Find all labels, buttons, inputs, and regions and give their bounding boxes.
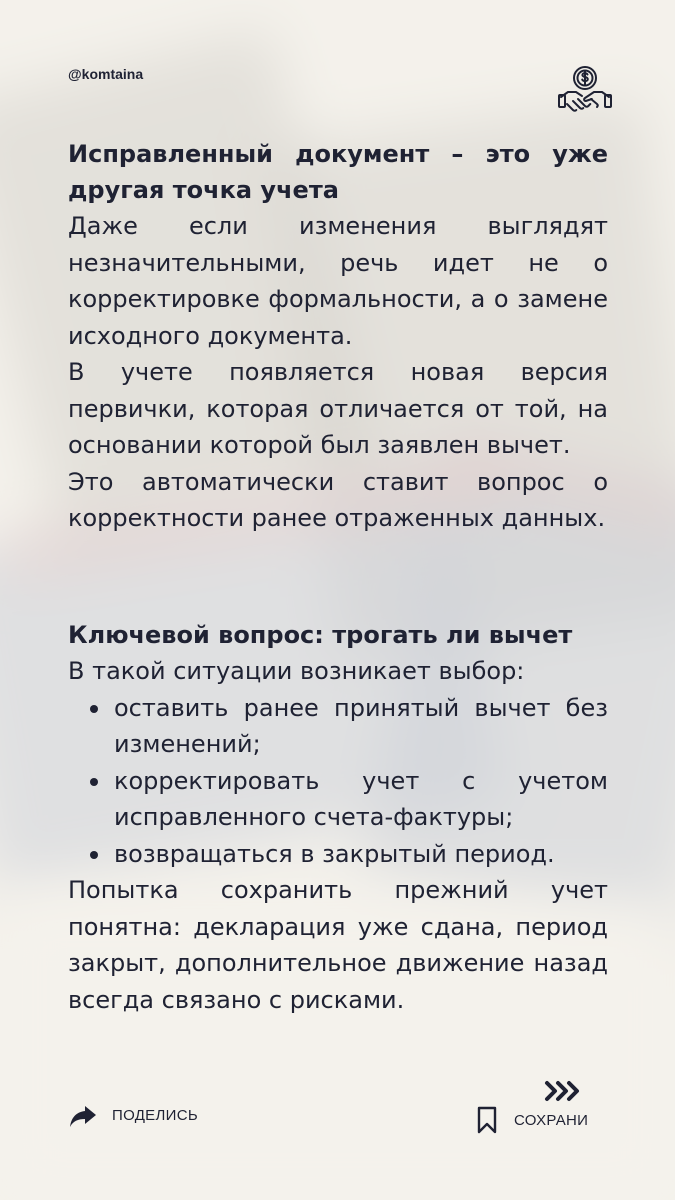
- paragraph: Попытка сохранить прежний учет понятна: декларация уже сдана, период закрыт, дополнительное движение назад всегда связано с рисками.: [68, 876, 608, 1014]
- paragraph: В такой ситуации возникает выбор:: [68, 657, 525, 685]
- section-key-question: [68, 617, 608, 1018]
- save-button[interactable]: [476, 1106, 588, 1134]
- list-item: корректировать учет с учетом исправленного счета-фактуры;: [68, 763, 608, 836]
- triple-chevron-right-icon[interactable]: [544, 1080, 582, 1102]
- section-title: Ключевой вопрос: трогать ли вычет: [68, 621, 573, 649]
- section-correction: [68, 136, 608, 537]
- share-arrow-icon: [68, 1100, 98, 1130]
- bullet-icon: [90, 705, 98, 713]
- bookmark-icon: [476, 1106, 498, 1134]
- handshake-dollar-icon: [558, 64, 612, 118]
- paragraph: Это автоматически ставит вопрос о корректности ранее отраженных данных.: [68, 467, 608, 532]
- share-label: ПОДЕЛИСЬ: [112, 1106, 198, 1124]
- bullet-icon: [90, 851, 98, 859]
- list-item: оставить ранее принятый вычет без изменений;: [68, 690, 608, 763]
- save-label: СОХРАНИ: [514, 1111, 589, 1129]
- paragraph: Даже если изменения выглядят незначительными, речь идет не о корректировке формальности, а о замене исходного документа.: [68, 212, 608, 350]
- list-item: возвращаться в закрытый период.: [68, 836, 608, 873]
- paragraph: В учете появляется новая версия первички, которая отличается от той, на основании которой был заявлен вычет.: [68, 358, 608, 459]
- section-title: Исправленный документ – это уже другая точка учета: [68, 140, 608, 204]
- options-list: [68, 690, 608, 873]
- bullet-icon: [90, 778, 98, 786]
- share-button[interactable]: [68, 1100, 198, 1130]
- author-handle: @komtaina: [68, 66, 144, 82]
